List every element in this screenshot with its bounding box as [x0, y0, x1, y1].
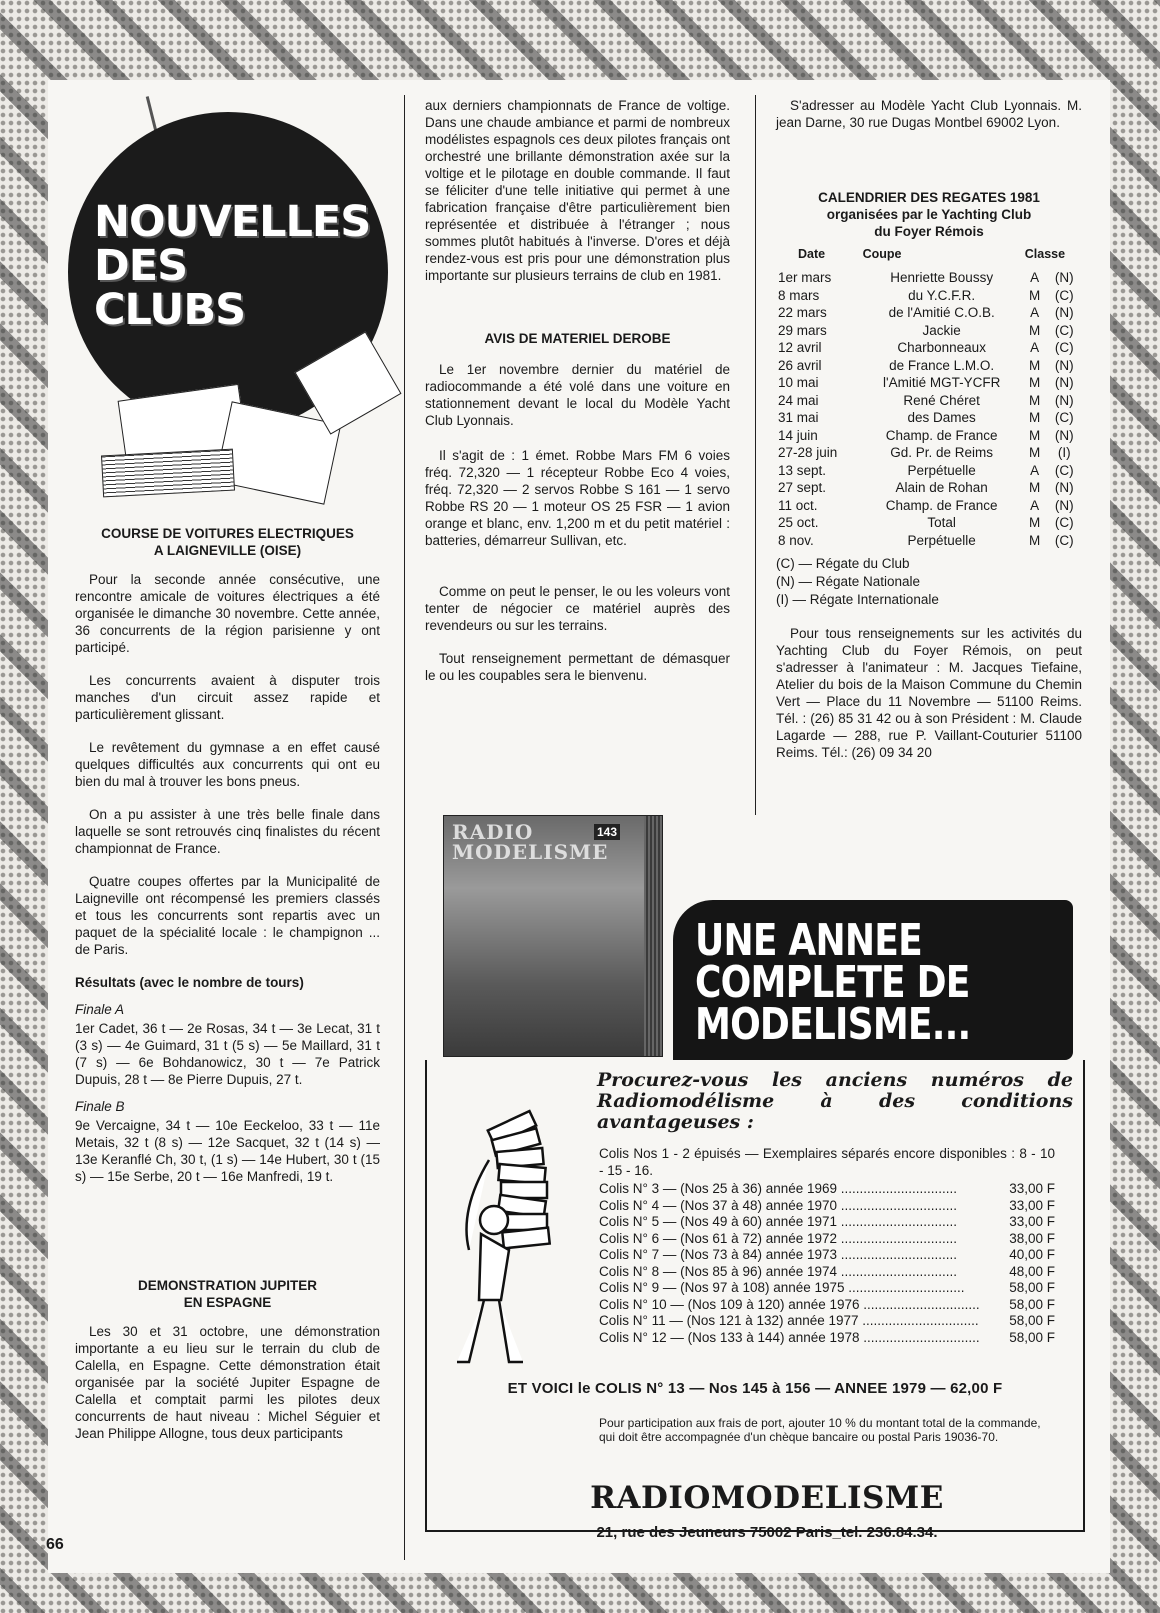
heading-line: A LAIGNEVILLE (OISE) [153, 543, 302, 558]
cell-class: M [1029, 515, 1041, 530]
cell-cup: l'Amitié MGT-YCFR [883, 375, 1001, 390]
cell-type: (N) [1054, 305, 1074, 320]
cell-type: (I) [1057, 445, 1071, 460]
table-legend [776, 555, 1082, 609]
logo-title [94, 197, 371, 335]
cell-cup: Total [927, 515, 956, 530]
cell-cup: Charbonneaux [897, 340, 986, 355]
paragraph: S'adresser au Modèle Yacht Club Lyonnais. M. jean Darne, 30 rue Dugas Montbel 69002 Lyon. [776, 98, 1082, 130]
heading-line: EN ESPAGNE [183, 1295, 272, 1310]
heading-line: DEMONSTRATION JUPITER [137, 1278, 317, 1293]
table-row [776, 409, 1082, 427]
heading-materiel-derobe: AVIS DE MATERIEL DEROBE [484, 331, 671, 346]
cell-type: (C) [1054, 515, 1074, 530]
cell-date: 26 avril [778, 357, 822, 373]
colis-13-offer: ET VOICI le COLIS N° 13 — Nos 145 à 156 — ANNEE 1979 — 62,00 F [507, 1380, 1003, 1397]
cell-class: A [1030, 340, 1040, 355]
headline-line: MODELISME... [695, 999, 971, 1050]
table-row [776, 479, 1082, 497]
page-number: 66 [46, 1536, 64, 1553]
cell-cup: René Chéret [903, 392, 980, 408]
cell-date: 27-28 juin [778, 445, 838, 460]
finale-b-results: 9e Vercaigne, 34 t — 10e Eeckeloo, 33 t — 11e Metais, 32 t (8 s) — 12e Sacquet, 32 t (14 s) — 13e Keranflé Ch, 30 t, (1 s) — 14e Hubert, 30 t (15 s) — 15e Serbe, 20 t — 16e Manfredi, 19 t. [75, 1118, 380, 1184]
ad-promo-text: Procurez-vous les anciens numéros de Radiomodélisme à des conditions avantageuses : [597, 1069, 1073, 1133]
cell-class: M [1029, 410, 1041, 425]
cell-cup: Gd. Pr. de Reims [890, 445, 994, 460]
colis-row [599, 1297, 1055, 1314]
colis-label: Colis N° 7 — (Nos 73 à 84) année 1973 ............................... [599, 1247, 958, 1262]
colis-row [599, 1280, 1055, 1297]
ad-body-box [425, 1060, 1085, 1541]
column-2 [425, 97, 730, 700]
colis-price: 58,00 F [1009, 1296, 1055, 1312]
heading-line: COURSE DE VOITURES ELECTRIQUES [101, 526, 354, 541]
cell-type: (N) [1054, 480, 1074, 495]
cell-class: M [1029, 532, 1041, 548]
column-3 [776, 97, 1082, 777]
paragraph: Comme on peut le penser, le ou les voleurs vont tenter de négocier ce matériel auprès des revendeurs ou sur les terrains. [425, 584, 730, 633]
paragraph: Il s'agit de : 1 émet. Robbe Mars FM 6 voies fréq. 72,320 — 1 récepteur Robbe Eco 4 voies, fréq. 72,320 — 2 servos Robbe S 161 — 1 servo Robbe RS 20 — 1 moteur OS 25 FSR — 1 avion orange et blanc, env. 1,200 m et du petit matériel : batteries, démarreur Sullivan, etc. [425, 448, 730, 548]
colis-price: 58,00 F [1009, 1313, 1055, 1328]
cell-date: 13 sept. [778, 462, 827, 478]
colis-intro: Colis Nos 1 - 2 épuisés — Exemplaires séparés encore disponibles : 8 - 10 - 15 - 16. [599, 1146, 1055, 1178]
calendar-title-line: organisées par le Yachting Club [826, 207, 1032, 222]
table-header-row [776, 246, 1082, 269]
finale-a-label: Finale A [75, 1002, 125, 1017]
cell-class: A [1030, 497, 1040, 513]
paragraph: Pour tous renseignements sur les activités du Yachting Club du Foyer Rémois, on peut s'adresser à l'animateur : M. Jacques Tiefaine, Atelier du bois de la Maison Commune du Chemin Vert — Place du 11 Novembre — 51100 Reims. Tél. : (26) 85 31 42 ou à son Président : M. Claude Lagarde — 288, rue P. Vaillant-Couturier 51100 Reims. Tél.: (26) 09 34 20 [776, 626, 1082, 760]
table-row [776, 269, 1082, 287]
cell-type: (N) [1054, 392, 1074, 408]
colis-label: Colis N° 5 — (Nos 49 à 60) année 1971 ............................... [599, 1214, 958, 1229]
colis-row [599, 1313, 1055, 1330]
logo-line-1: NOUVELLES [94, 197, 371, 247]
paragraph: aux derniers championnats de France de voltige. Dans une chaude ambiance et parmi de nombreux modélistes espagnols ces deux pilotes français ont orchestré une brillante démonstration axée sur la voltige et le pilotage en double commande. Il faut se féliciter d'une telle initiative qui permet à une fabrication française d'être particulièrement bien représentée et distribuée à l'étranger ; nous sommes plutôt habitués à l'inverse. D'ores et déjà rendez-vous est pris pour une démonstration plus importante sur plusieurs terrains de club en 1981. [425, 98, 730, 283]
colis-label: Colis N° 3 — (Nos 25 à 36) année 1969 ............................... [599, 1181, 958, 1196]
colis-row [599, 1247, 1055, 1264]
table-row [776, 357, 1082, 375]
cell-cup: Jackie [922, 322, 961, 338]
cell-cup: des Dames [907, 410, 976, 425]
magazine-title: RADIO MODELISME [452, 820, 609, 864]
column-rule-1 [404, 95, 405, 1560]
logo-line-3: CLUBS [94, 285, 246, 335]
colis-row [599, 1264, 1055, 1281]
finale-b-label: Finale B [75, 1099, 125, 1114]
table-row [776, 304, 1082, 322]
table-row [776, 392, 1082, 410]
table-row [776, 339, 1082, 357]
cell-class: A [1030, 462, 1040, 478]
results-title: Résultats (avec le nombre de tours) [75, 975, 304, 990]
colis-price: 58,00 F [1009, 1329, 1055, 1345]
legend-item: (C) — Régate du Club [776, 556, 910, 571]
colis-row [599, 1231, 1055, 1248]
colis-label: Colis N° 11 — (Nos 121 à 132) année 1977 ............................... [599, 1313, 979, 1328]
calendar-title-line: CALENDRIER DES REGATES 1981 [818, 190, 1040, 205]
cell-class: M [1029, 357, 1041, 373]
cell-cup: du Y.C.F.R. [908, 287, 976, 303]
colis-row [599, 1214, 1055, 1231]
calendar-title [776, 189, 1082, 240]
table-row [776, 444, 1082, 462]
colis-price: 33,00 F [1009, 1181, 1055, 1196]
cell-class: M [1029, 375, 1041, 390]
cell-class: M [1029, 480, 1041, 495]
cell-class: A [1030, 270, 1040, 285]
colis-rows [599, 1181, 1055, 1346]
cell-date: 27 sept. [778, 480, 827, 495]
colis-label: Colis N° 9 — (Nos 97 à 108) année 1975 ............................... [599, 1280, 965, 1295]
cell-type: (C) [1054, 532, 1074, 548]
colis-row [599, 1330, 1055, 1347]
colis-label: Colis N° 12 — (Nos 133 à 144) année 1978 ............................... [599, 1329, 980, 1345]
letter-stack-illustration [101, 449, 235, 498]
legend-item: (I) — Régate Internationale [776, 592, 939, 607]
cell-type: (N) [1054, 427, 1074, 443]
advertisement [425, 815, 1083, 1541]
colis-price: 48,00 F [1009, 1263, 1055, 1279]
paragraph: Pour la seconde année consécutive, une rencontre amicale de voitures électriques a été organisée le dimanche 30 novembre. Cette année, 36 concurrents de la région parisienne y ont participé. [75, 572, 380, 655]
paragraph: On a pu assister à une très belle finale dans laquelle se sont retrouvés cinq finalistes du récent championnat de France. [75, 807, 380, 856]
cell-type: (N) [1054, 497, 1074, 513]
colis-row [599, 1181, 1055, 1198]
cell-cup: Champ. de France [885, 427, 998, 443]
column-rule-2 [755, 95, 756, 815]
cell-type: (C) [1054, 322, 1074, 338]
cell-date: 22 mars [778, 305, 827, 320]
colis-label: Colis N° 8 — (Nos 85 à 96) année 1974 ............................... [599, 1263, 958, 1279]
cell-class: M [1029, 287, 1041, 303]
finale-a-results: 1er Cadet, 36 t — 2e Rosas, 34 t — 3e Lecat, 31 t (3 s) — 4e Guimard, 31 t (5 s) — 5e Maillard, 31 t (7 s) — 6e Bohdanowicz, 30 t — 7e Patrick Dupuis, 28 t — 8e Pierre Dupuis, 27 t. [75, 1021, 380, 1087]
cell-type: (N) [1054, 375, 1074, 390]
calendar-title-line: du Foyer Rémois [874, 224, 984, 239]
colis-price: 40,00 F [1009, 1247, 1055, 1262]
regatta-table [776, 246, 1082, 549]
table-row [776, 514, 1082, 532]
paragraph: Les 30 et 31 octobre, une démonstration importante a eu lieu sur le terrain du club de Calella, en Espagne. Cette démonstration était organisée par la société Jupiter Espagne de Calella et comptait parmi les pilotes deux concurrents de haut niveau : Michel Séguier et Jean Philippe Allogne, tous deux participants [75, 1324, 380, 1441]
cell-class: M [1029, 445, 1041, 460]
cell-class: A [1030, 305, 1040, 320]
paragraph: Tout renseignement permettant de démasquer le ou les coupables sera le bienvenu. [425, 651, 730, 683]
colis-price-list [599, 1146, 1055, 1346]
paragraph: Quatre coupes offertes par la Municipalité de Laigneville ont récompensé les premiers classés et tous les concurrents sont repartis avec un paquet de la spécialité locale : le champignon ... de Paris. [75, 874, 380, 957]
magazine-cover [444, 816, 644, 1056]
paragraph: Les concurrents avaient à disputer trois manches d'un circuit assez rapide et particulièrement glissant. [75, 673, 380, 722]
brand-name: RADIOMODELISME [590, 1480, 944, 1516]
table-row [776, 374, 1082, 392]
cell-date: 12 avril [778, 340, 822, 355]
magazine-issue-number: 143 [594, 824, 620, 840]
colis-price: 58,00 F [1009, 1280, 1055, 1295]
ad-headline [695, 915, 971, 1050]
cell-cup: de l'Amitié C.O.B. [888, 305, 995, 320]
cell-cup: Perpétuelle [907, 532, 976, 548]
cell-type: (N) [1054, 357, 1074, 373]
table-row [776, 532, 1082, 550]
cell-type: (C) [1054, 410, 1074, 425]
ad-headline-banner [673, 900, 1073, 1060]
shipping-note: Pour participation aux frais de port, ajouter 10 % du montant total de la commande, qui doit être accompagnée d'un chèque bancaire ou postal Paris 19036-70. [599, 1416, 1041, 1444]
table-row [776, 287, 1082, 305]
cell-date: 11 oct. [778, 497, 818, 513]
colis-label: Colis N° 10 — (Nos 109 à 120) année 1976 ............................... [599, 1296, 980, 1312]
cell-cup: Perpétuelle [907, 462, 976, 478]
heading-course-voitures [75, 525, 380, 559]
colis-price: 33,00 F [1009, 1197, 1055, 1213]
colis-label: Colis N° 4 — (Nos 37 à 48) année 1970 ............................... [599, 1197, 958, 1213]
cell-type: (N) [1054, 270, 1074, 285]
colis-price: 38,00 F [1009, 1230, 1055, 1246]
cell-date: 10 mai [778, 375, 819, 390]
cell-date: 14 juin [778, 427, 818, 443]
porter-illustration [439, 1100, 589, 1370]
headline-line: UNE ANNEE [695, 915, 922, 966]
cell-date: 1er mars [778, 270, 832, 285]
paragraph: Le revêtement du gymnase a en effet causé quelques difficultés aux concurrents qui ont eu bien du mal à trouver les bons pneus. [75, 740, 380, 789]
cell-date: 8 nov. [778, 532, 814, 548]
column-header-cup: Coupe [862, 247, 902, 261]
cell-cup: Alain de Rohan [895, 480, 988, 495]
table-row [776, 462, 1082, 480]
cell-class: M [1029, 427, 1041, 443]
colis-price: 33,00 F [1009, 1214, 1055, 1229]
table-row [776, 322, 1082, 340]
paragraph: Le 1er novembre dernier du matériel de radiocommande a été volé dans une voiture en stationnement devant le local du Modèle Yacht Club Lyonnais. [425, 362, 730, 428]
cell-class: M [1029, 322, 1041, 338]
cell-type: (C) [1054, 287, 1074, 303]
cell-date: 8 mars [778, 287, 820, 303]
cell-date: 24 mai [778, 392, 819, 408]
cell-date: 25 oct. [778, 515, 819, 530]
cell-type: (C) [1054, 462, 1074, 478]
column-1 [75, 525, 380, 1458]
cell-cup: Henriette Boussy [890, 270, 994, 285]
brand-address: 21, rue des Jeuneurs 75002 Paris_tel. 236.84.34. [596, 1524, 938, 1541]
column-header-date: Date [798, 247, 826, 261]
section-logo [62, 92, 392, 512]
magazine-stack-image [443, 815, 663, 1057]
legend-item: (N) — Régate Nationale [776, 574, 921, 589]
cell-date: 29 mars [778, 322, 827, 338]
colis-row [599, 1198, 1055, 1215]
colis-label: Colis N° 6 — (Nos 61 à 72) année 1972 ............................... [599, 1230, 958, 1246]
logo-line-2: DES [94, 241, 188, 291]
cell-class: M [1029, 392, 1041, 408]
column-header-class: Classe [1024, 247, 1066, 261]
table-row [776, 497, 1082, 515]
headline-line: COMPLETE DE [695, 957, 970, 1008]
cell-date: 31 mai [778, 410, 819, 425]
heading-demonstration [75, 1277, 380, 1311]
table-row [776, 427, 1082, 445]
cell-cup: Champ. de France [885, 497, 998, 513]
cell-type: (C) [1054, 340, 1074, 355]
cell-cup: de France L.M.O. [889, 357, 995, 373]
